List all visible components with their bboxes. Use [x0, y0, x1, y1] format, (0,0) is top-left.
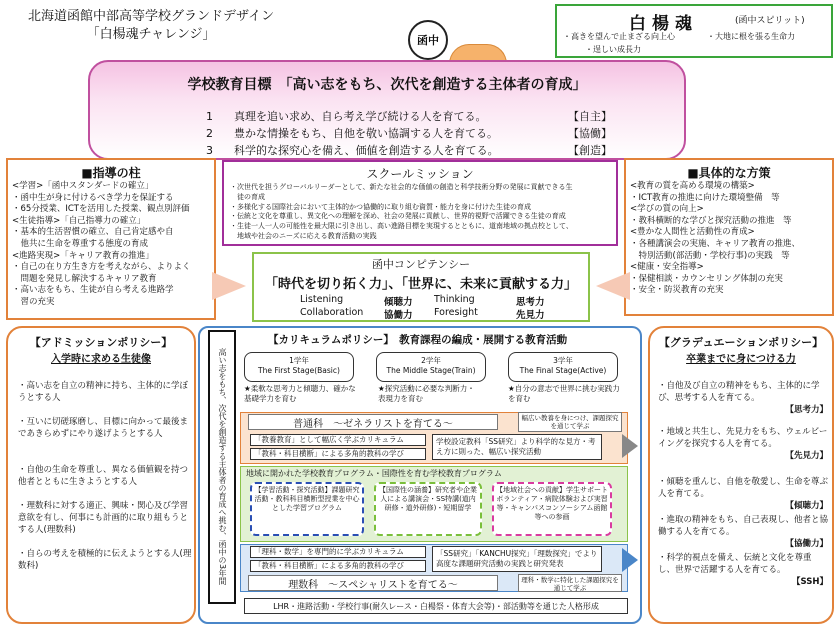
goal-no: 2: [206, 127, 213, 140]
goal-no: 3: [206, 144, 213, 157]
graduation-text: ・地域と共生し、先見力をもち、ウェルビーイングを探究する人を育てる。: [658, 427, 828, 449]
spirit-name: 白楊魂: [629, 14, 698, 34]
general-course-label: 普通科 ～ゼネラリストを育てる～: [293, 419, 453, 430]
measures-line: <健康・安全指導>: [630, 262, 704, 273]
mission-line: 地域や社会のニーズに応える教育活動の実践: [230, 231, 377, 240]
pillars-line: ・高い志をもち、生徒が自ら考える進路学: [12, 285, 174, 296]
graduation-policy: [648, 326, 834, 624]
stage-name: The Final Stage(Active): [519, 366, 607, 375]
science-curriculum-1: 「理科・数学」を専門的に学ぶカリキュラム: [250, 546, 426, 558]
competency-jp: 思考力: [516, 297, 545, 308]
general-note: 幅広い教養を身につけ、課題探究を通じて学ぶ: [518, 412, 622, 432]
general-curriculum-1: 「教養教育」として幅広く学ぶカリキュラム: [250, 434, 426, 446]
science-course-title: [248, 575, 498, 591]
measures-line: <教育の質を高める環境の構築>: [630, 181, 755, 191]
graduation-item: [658, 476, 828, 512]
spirit-item: ・大地に根を張る生命力: [707, 32, 795, 41]
goal-text: 豊かな情操をもち、自他を敬い協調する人を育てる。: [234, 127, 498, 140]
goal-tag: 【協働】: [568, 127, 612, 140]
graduation-text: ・科学的視点を備え、伝統と文化を尊重し、世界で活躍する人を育てる。: [658, 553, 812, 575]
graduation-item: [658, 426, 828, 462]
stage-desc: ★柔軟な思考力と傾聴力、確かな基礎学力を育む: [244, 384, 356, 403]
goal-title: 学校教育目標 「高い志をもち、次代を創造する主体者の育成」: [187, 77, 587, 93]
pillars-line: ・65分授業、ICTを活用した授業、観点別評価: [12, 204, 190, 215]
title-line1: 北海道函館中部高等学校グランドデザイン: [28, 9, 275, 24]
regional-program-title: 地域に開かれた学校教育プログラム・国際性を育む学校教育プログラム: [246, 469, 502, 478]
school-spirit-box: [555, 4, 833, 58]
stage-name: The Middle Stage(Train): [386, 366, 476, 375]
goal-text: 科学的な探究心を備え、価値を創造する人を育てる。: [234, 144, 499, 157]
arrow-right-icon: [622, 434, 638, 458]
stage-year: 1学年: [289, 356, 309, 365]
graduation-text: ・自他及び自立の精神をもち、主体的に学び、思考する人を育てる。: [658, 381, 820, 403]
admission-item: ・互いに切磋琢磨し、目標に向かって最後まであきらめずにやり遂げようとする人: [18, 417, 189, 439]
title-line2: 「白楊魂チャレンジ」: [86, 27, 216, 42]
goal-tag: 【創造】: [568, 144, 612, 157]
competency-en: Thinking: [434, 294, 475, 305]
stage-box: [376, 352, 486, 382]
graduation-item: [658, 552, 828, 588]
community-contribution: 【地域社会への貢献】学生サポートボランティア・病院体験および実習等・キャンパスコンソーシアム函館等への参画: [492, 482, 612, 536]
school-seal-icon: [408, 20, 448, 60]
graduation-tag: 【思考力】: [785, 405, 828, 415]
graduation-title: 【グラデュエーションポリシー】: [658, 336, 824, 349]
competency-en: Foresight: [434, 307, 478, 318]
graduation-tag: 【先見力】: [785, 451, 828, 461]
character-formation: LHR・進路活動・学校行事(耐久レース・白楊祭・体育大会等)・部活動等を通じた人格形成: [244, 598, 628, 614]
measures-title: ■具体的な方策: [687, 166, 771, 180]
graduation-item: [658, 380, 828, 416]
measures-line: ・各種講演会の実施、キャリア教育の推進、: [630, 238, 801, 249]
measures-line: ・ICT教育の推進に向けた環境整備 等: [630, 192, 780, 203]
stage-name: The First Stage(Basic): [258, 366, 340, 375]
arrow-right-icon: [596, 272, 630, 300]
goal-text: 真理を追い求め、自ら考え学び続ける人を育てる。: [234, 110, 487, 123]
goal-item: [206, 108, 612, 124]
school-mission: [222, 160, 618, 246]
international-program: 【国際性の涵養】研究者や企業人による講演会・SS特講(道内研修・道外研修)・短期留学: [374, 482, 482, 536]
pillars-line: 他共に生命を尊重する態度の育成: [12, 238, 149, 249]
spirit-sub: (函中スピリット): [735, 16, 805, 26]
stage-box: [244, 352, 354, 382]
measures-line: ・教科横断的な学びと探究活動の推進 等: [630, 215, 792, 226]
competency-jp: 先見力: [516, 310, 545, 321]
science-course-label: 理数科 ～スペシャリストを育てる～: [288, 580, 458, 591]
pillars-line: <学習>「函中スタンダードの確立」: [12, 181, 154, 191]
pillars-line: ・函中生が身に付けるべき学力を保証する: [12, 192, 174, 203]
school-title: [28, 8, 274, 44]
general-curriculum-2: 「教科・科目横断」による多角的教科の学び: [250, 448, 426, 460]
measures-lines: [626, 181, 832, 297]
general-inquiry: 学校設定教科「SS研究」より科学的な見方・考え方に則った、幅広い探究活動: [432, 434, 602, 460]
goal-tag: 【自主】: [568, 110, 612, 123]
measures-line: ・安全・防災教育の充実: [630, 285, 724, 296]
graduation-tag: 【傾聴力】: [785, 501, 828, 511]
concrete-measures: [624, 158, 834, 316]
seal-text: 函中: [417, 34, 439, 47]
graduation-text: ・進取の精神をもち、自己表現し、他者と協働する人を育てる。: [658, 515, 829, 537]
admission-item: ・理数科に対する適正、興味・関心及び学習意欲を有し、何事にも計画的に取り組もうとする人(理数科): [18, 501, 189, 535]
mission-lines: [224, 182, 616, 243]
mission-title: スクールミッション: [366, 167, 474, 181]
pillars-lines: [8, 181, 214, 309]
stage-desc: ★探究活動に必要な判断力・表現力を育む: [378, 384, 475, 403]
admission-title: 【アドミッションポリシー】: [29, 336, 173, 349]
measures-line: ・保健相談・カウンセリング体制の充実: [630, 273, 783, 284]
goal-item: [206, 142, 612, 158]
pillars-line: 習の充実: [12, 296, 55, 307]
science-note: 理科・数学に特化した課題探究を通じて学ぶ: [518, 574, 622, 592]
admission-item: ・自らの考えを積極的に伝えようとする人(理数科): [18, 549, 192, 571]
curriculum-title: 【カリキュラムポリシー】 教育課程の編成・展開する教育活動: [268, 334, 568, 346]
three-years-vertical: [208, 330, 236, 604]
pillars-line: <進路実現>「キャリア教育の推進」: [12, 250, 154, 261]
competency-title: 函中コンピテンシー: [371, 258, 471, 271]
science-inquiry: 「SS研究」「KANCHU探究」「理数探究」でより高度な課題研究活動の実践と研究発表: [432, 546, 602, 572]
science-curriculum-2: 「教科・科目横断」による多角的教科の学び: [250, 560, 426, 572]
graduation-sub: 卒業までに身につける力: [686, 354, 796, 365]
competency-quote: 「時代を切り拓く力」、「世界に、未来に貢献する力」: [264, 277, 577, 292]
arrow-left-icon: [212, 272, 246, 300]
pillars-title: ■指導の柱: [81, 166, 141, 180]
competency-en: Listening: [300, 294, 344, 305]
pillars-line: ・基本的生活習慣の確立、自己肯定感や自: [12, 227, 174, 238]
competency-box: [252, 252, 590, 322]
mission-line: ・生徒一人一人の可能性を最大限に引き出し、高い進路目標を実現するとともに、道南地域の拠点校として、: [230, 222, 573, 231]
admission-item: ・自他の生命を尊重し、異なる価値観を持つ他者とともに生きようとする人: [18, 465, 189, 487]
mission-line: 徒の育成: [230, 192, 265, 201]
graduation-tag: 【SSH】: [792, 577, 828, 587]
graduation-text: ・傾聴を重んじ、自他を敬愛し、生命を尊ぶ人を育てる。: [658, 477, 829, 499]
goal-item: [206, 125, 612, 141]
guidance-pillars: [6, 158, 216, 320]
measures-line: <学びの質の向上>: [630, 204, 704, 215]
admission-item: ・高い志を自立の精神に持ち、主体的に学ぼうとする人: [18, 381, 189, 403]
stage-year: 3学年: [553, 356, 573, 365]
spirit-item: ・高きを望んで止まざる向上心: [563, 32, 675, 41]
measures-line: 特別活動(部活動・学校行事)の実践 等: [630, 250, 790, 261]
mission-line: ・多様化する国際社会において主体的かつ協働的に取り組む資質・能力を身に付けた生徒の育成: [230, 202, 531, 211]
admission-sub: 入学時に求める生徒像: [51, 354, 151, 365]
goal-no: 1: [206, 110, 213, 123]
education-goal: [88, 60, 686, 160]
vertical-text: 高い志をもち、次代を創造する主体者の育成へ挑む、函中の3年間: [218, 348, 227, 586]
learning-activities: 【学習活動・探究活動】課題研究活動・教科科目横断型授業を中心とした学習プログラム: [250, 482, 364, 536]
stage-box: [508, 352, 618, 382]
mission-line: ・伝統と文化を尊重し、異文化への理解を深め、社会の発展に貢献し、世界的視野で活躍できる生徒の育成: [230, 212, 566, 221]
general-course-title: [248, 414, 498, 430]
graduation-tag: 【協働力】: [785, 539, 828, 549]
pillars-line: <生徒指導>「自己指導力の確立」: [12, 215, 146, 226]
stage-year: 2学年: [421, 356, 441, 365]
spirit-item: ・逞しい成長力: [585, 45, 641, 54]
arrow-right-icon: [622, 548, 638, 572]
competency-jp: 傾聴力: [384, 297, 413, 308]
stage-desc: ★自分の意志で世界に挑む実践力を育む: [508, 384, 620, 403]
graduation-item: [658, 514, 828, 550]
admission-policy: [6, 326, 196, 624]
mission-line: ・次世代を担うグローバルリーダーとして、新たな社会的な価値の創造と科学技術分野の発展に貢献できる生: [230, 183, 573, 191]
competency-jp: 協働力: [384, 310, 413, 321]
pillars-line: ・自己の在り方生き方を考えながら、よりよく: [12, 262, 191, 273]
pillars-line: 問題を発見し解決するキャリア教育: [12, 273, 157, 284]
measures-line: <豊かな人間性と活動性の育成>: [630, 227, 755, 238]
competency-en: Collaboration: [300, 307, 364, 318]
